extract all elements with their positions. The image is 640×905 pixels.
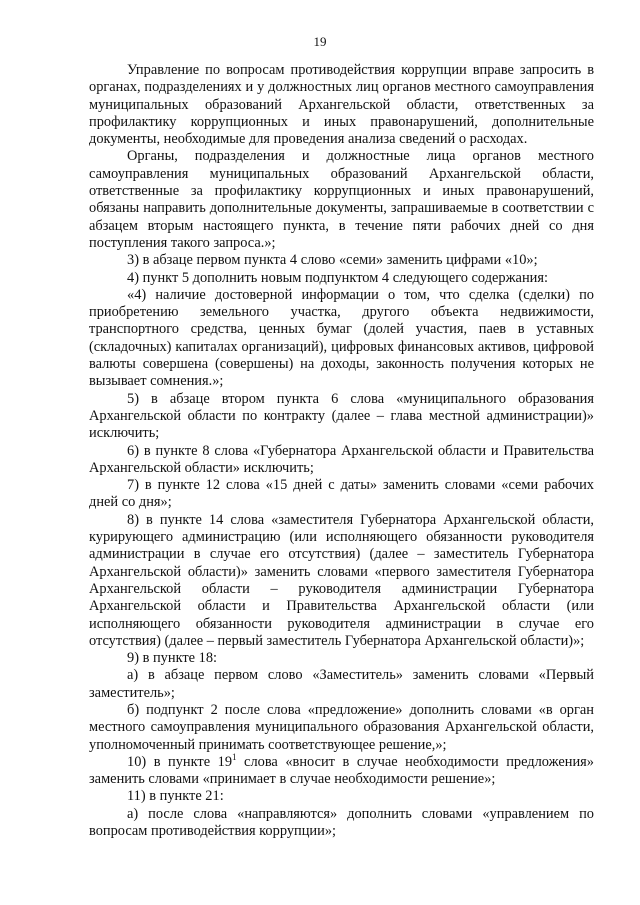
paragraph-item-10 (89, 754, 594, 789)
item10-before: 10) в пункте 19 (127, 753, 233, 770)
paragraph: а) в абзаце первом слово «Заместитель» заменить словами «Первый заместитель»; (89, 667, 594, 701)
paragraph: 3) в абзаце первом пункта 4 слово «семи» заменить цифрами «10»; (127, 252, 538, 269)
paragraph: 4) пункт 5 дополнить новым подпунктом 4 следующего содержания: (127, 269, 548, 286)
paragraph: 7) в пункте 12 слова «15 дней с даты» заменить словами «семи рабочих дней со дня»; (89, 477, 594, 511)
paragraph: б) подпункт 2 после слова «предложение» дополнить словами «в орган местного самоуправления муниципального образования Архангельской области, уполномоченный принимать соответствующее решение,»; (89, 701, 594, 753)
paragraph: а) после слова «направляются» дополнить словами «управлением по вопросам противодействия коррупции»; (89, 805, 594, 840)
paragraph: 8) в пункте 14 слова «заместителя Губернатора Архангельской области, курирующего администрацию (или исполняющего обязанности руководителя администрации в случае его отсутствия) (далее – заместитель Губернатора Архангельской области)» заменить словами «первого заместителя Губернатора Архангельской области – руководителя администрации Губернатора Архангельской области и Правительства Архангельской области (или исполняющего обязанности руководителя администрации в случае его отсутствия) (далее – первый заместитель Губернатора Архангельской области)»; (89, 511, 594, 649)
paragraph: 11) в пункте 21: (127, 788, 224, 805)
superscript: 1 (232, 752, 237, 763)
paragraph: Органы, подразделения и должностные лица органов местного самоуправления муниципальных образований Архангельской области, ответственные за профилактику коррупционных и иных правонарушений, обязаны направить дополнительные документы, запрашиваемые в соответствии с абзацем вторым настоящего пункта, в течение пяти рабочих дней со дня поступления такого запроса.»; (89, 148, 594, 251)
item10-after: слова «вносит в случае необходимости предложения» заменить словами «принимает в случае необходимости решение»; (89, 753, 594, 788)
paragraph: Управление по вопросам противодействия коррупции вправе запросить в органах, подразделениях и у должностных лиц органов местного самоуправления муниципальных образований Архангельской области, ответственных за профилактику коррупционных и иных правонарушений, дополнительные документы, необходимые для проведения анализа сведений о расходах. (89, 62, 594, 148)
paragraph: 6) в пункте 8 слова «Губернатора Архангельской области и Правительства Архангельской области» исключить; (89, 442, 594, 476)
paragraph: «4) наличие достоверной информации о том, что сделка (сделки) по приобретению земельного участка, другого объекта недвижимости, транспортного средства, ценных бумаг (долей участия, паев в уставных (складочных) капиталах организаций), цифровых финансовых активов, цифровой валюты совершена (совершены) на доходы, законность получения которых не вызывает сомнения.»; (89, 286, 594, 390)
paragraph: 5) в абзаце втором пункта 6 слова «муниципального образования Архангельской области по контракту (далее – глава местной администрации)» исключить; (89, 390, 594, 442)
document-body (89, 62, 594, 840)
paragraph: 9) в пункте 18: (127, 650, 218, 667)
page-number: 19 (313, 34, 327, 49)
